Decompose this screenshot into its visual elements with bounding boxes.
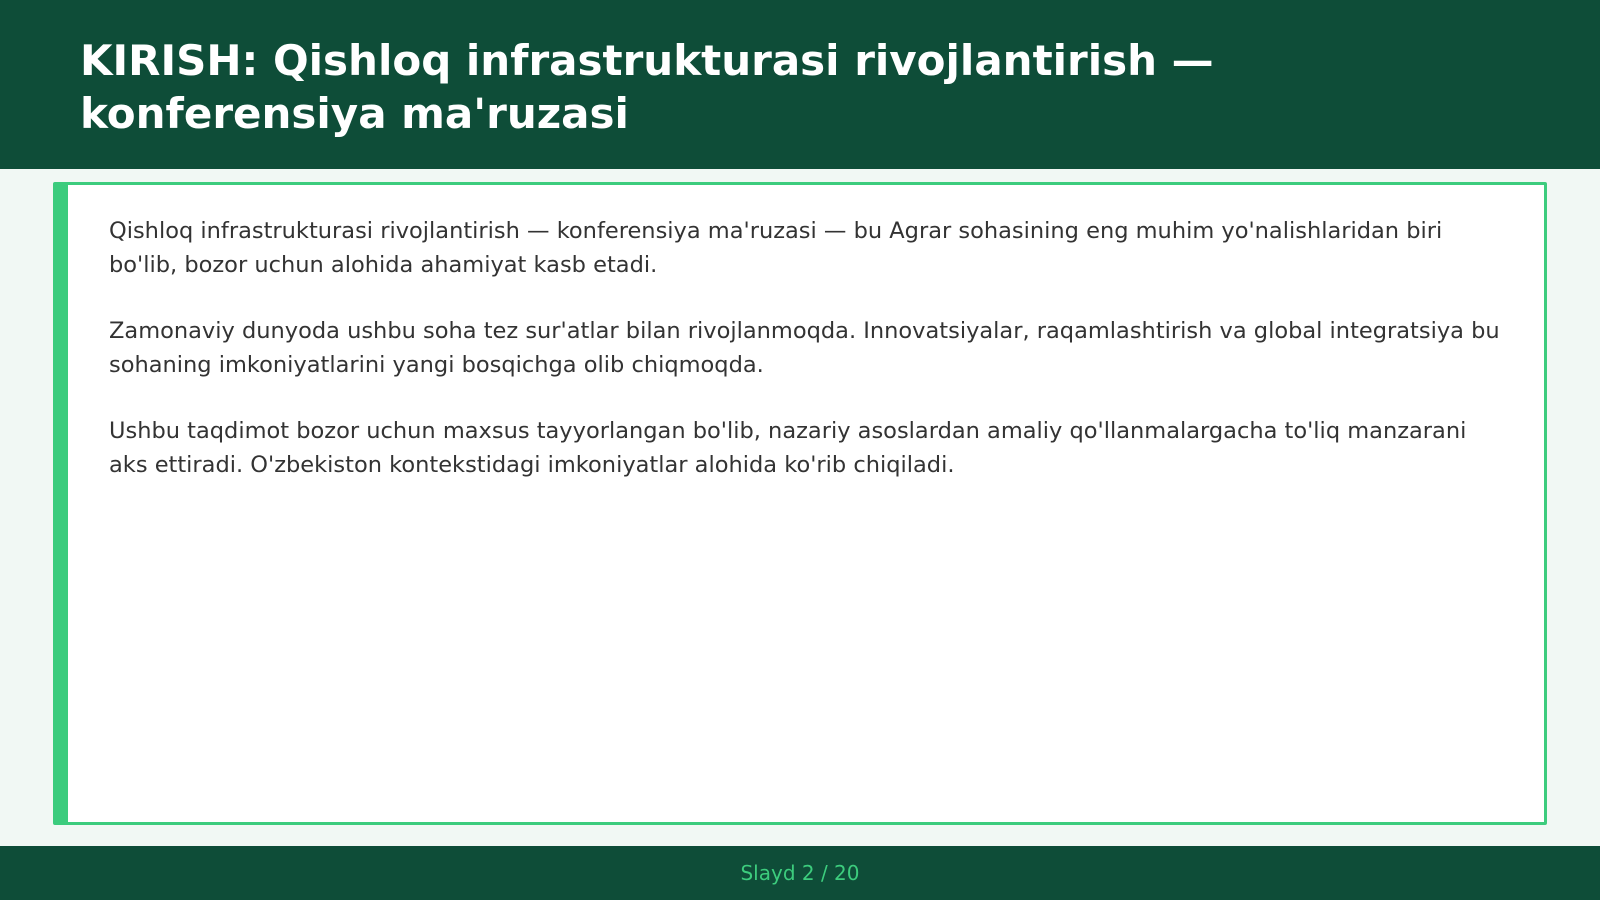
intro-paragraph: Qishloq infrastrukturasi rivojlantirish — konferensiya ma'ruzasi — bu Agrar sohasining eng muhim yo'nalishlaridan biri bo'lib, bozor uchun alohida ahamiyat kasb etadi.	[109, 218, 1443, 278]
content-card	[53, 182, 1547, 825]
slide-title: KIRISH: Qishloq infrastrukturasi rivojlantirish — konferensiya ma'ruzasi	[80, 36, 1214, 138]
presentation-paragraph: Ushbu taqdimot bozor uchun maxsus tayyorlangan bo'lib, nazariy asoslardan amaliy qo'llanmalargacha to'liq manzarani aks ettiradi. O'zbekiston kontekstidagi imkoniyatlar alohida ko'rib chiqiladi.	[109, 418, 1467, 478]
slide-footer	[0, 846, 1600, 900]
innovation-paragraph: Zamonaviy dunyoda ushbu soha tez sur'atlar bilan rivojlanmoqda. Innovatsiyalar, raqamlashtirish va global integratsiya bu sohaning imkoniyatlarini yangi bosqichga olib chiqmoqda.	[109, 318, 1500, 378]
slide-counter: Slayd 2 / 20	[740, 861, 860, 885]
slide-header	[0, 0, 1600, 169]
content-text	[109, 215, 1504, 515]
